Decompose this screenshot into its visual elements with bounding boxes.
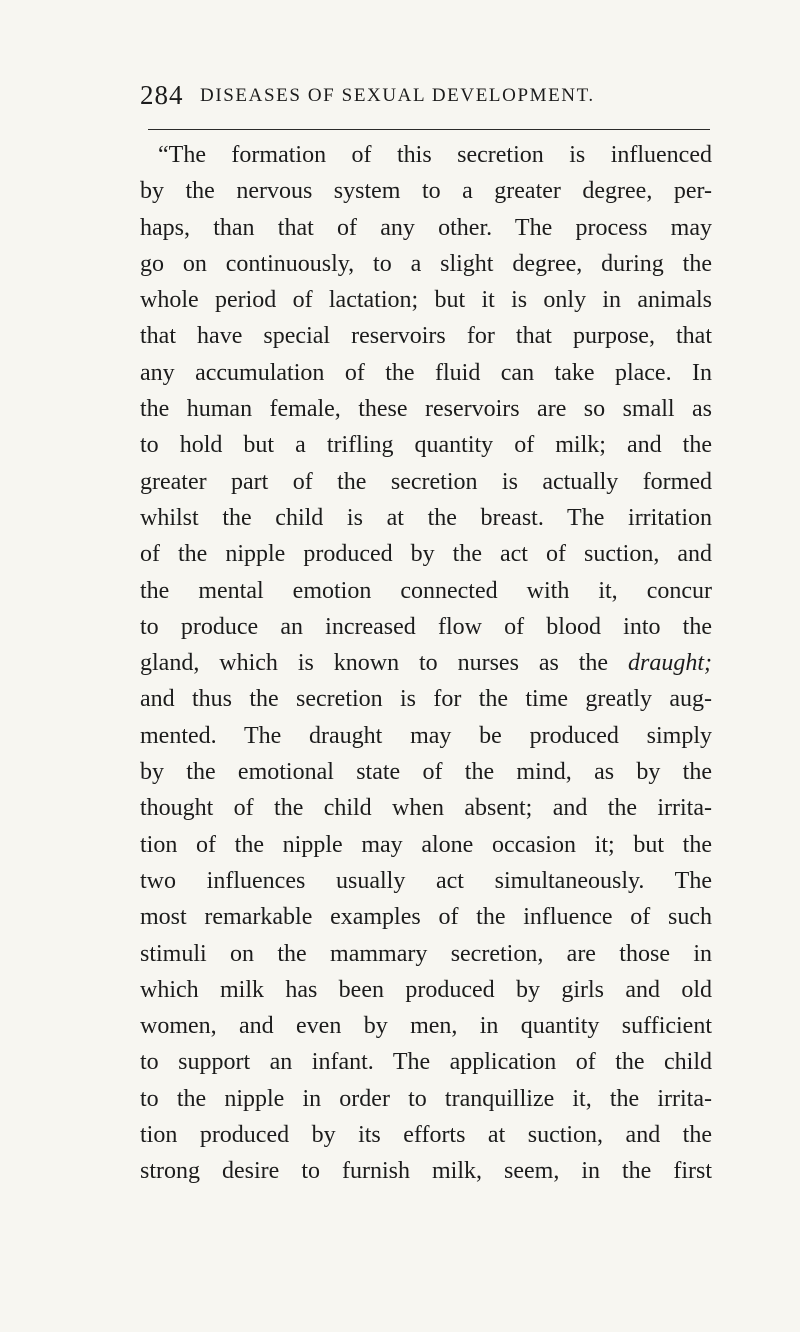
text-line: any accumulation of the fluid can take place. In [140,359,712,386]
body-text [140,137,712,1190]
text-line: which milk has been produced by girls and old [140,976,712,1003]
text-line: tion of the nipple may alone occasion it; but the [140,831,712,858]
text-line: thought of the child when absent; and the irrita- [140,795,712,822]
chapter-title: DISEASES OF SEXUAL DEVELOPMENT. [200,85,595,106]
text-line: that have special reservoirs for that purpose, that [140,323,712,350]
text-line: go on continuously, to a slight degree, during the [140,250,712,277]
text-line: greater part of the secretion is actually formed [140,468,712,495]
text-line: by the nervous system to a greater degree, per- [140,178,712,205]
text-line: stimuli on the mammary secretion, are those in [140,940,712,967]
text-line: and thus the secretion is for the time greatly aug- [140,686,712,713]
text-line: whilst the child is at the breast. The irritation [140,504,712,531]
text-line: women, and even by men, in quantity sufficient [140,1013,712,1040]
text-line: to hold but a trifling quantity of milk; and the [140,432,712,459]
text-line: haps, than that of any other. The process may [140,214,712,241]
text-line: mented. The draught may be produced simply [140,722,712,749]
text-line: the mental emotion connected with it, concur [140,577,712,604]
text-line: two influences usually act simultaneously. The [140,867,712,894]
text-line: to support an infant. The application of the child [140,1049,712,1076]
text-line: the human female, these reservoirs are so small as [140,396,712,423]
text-line: “The formation of this secretion is influenced [158,142,712,168]
header-rule [148,129,710,130]
text-line: to the nipple in order to tranquillize it, the irrita- [140,1085,712,1112]
text-line: to produce an increased flow of blood into the [140,613,712,640]
text-line: tion produced by its efforts at suction, and the [140,1122,712,1149]
running-head [140,78,710,118]
page-number: 284 [140,80,184,110]
text-line: whole period of lactation; but it is only in animals [140,287,712,314]
text-line: by the emotional state of the mind, as by the [140,759,712,786]
text-line: of the nipple produced by the act of suction, and [140,541,712,568]
text-line: strong desire to furnish milk, seem, in the first [140,1158,712,1185]
text-segment: gland, which is known to nurses as the [140,650,628,677]
italic-term: draught; [628,650,712,677]
text-line: most remarkable examples of the influence of such [140,904,712,931]
text-line-with-italic [140,645,712,681]
